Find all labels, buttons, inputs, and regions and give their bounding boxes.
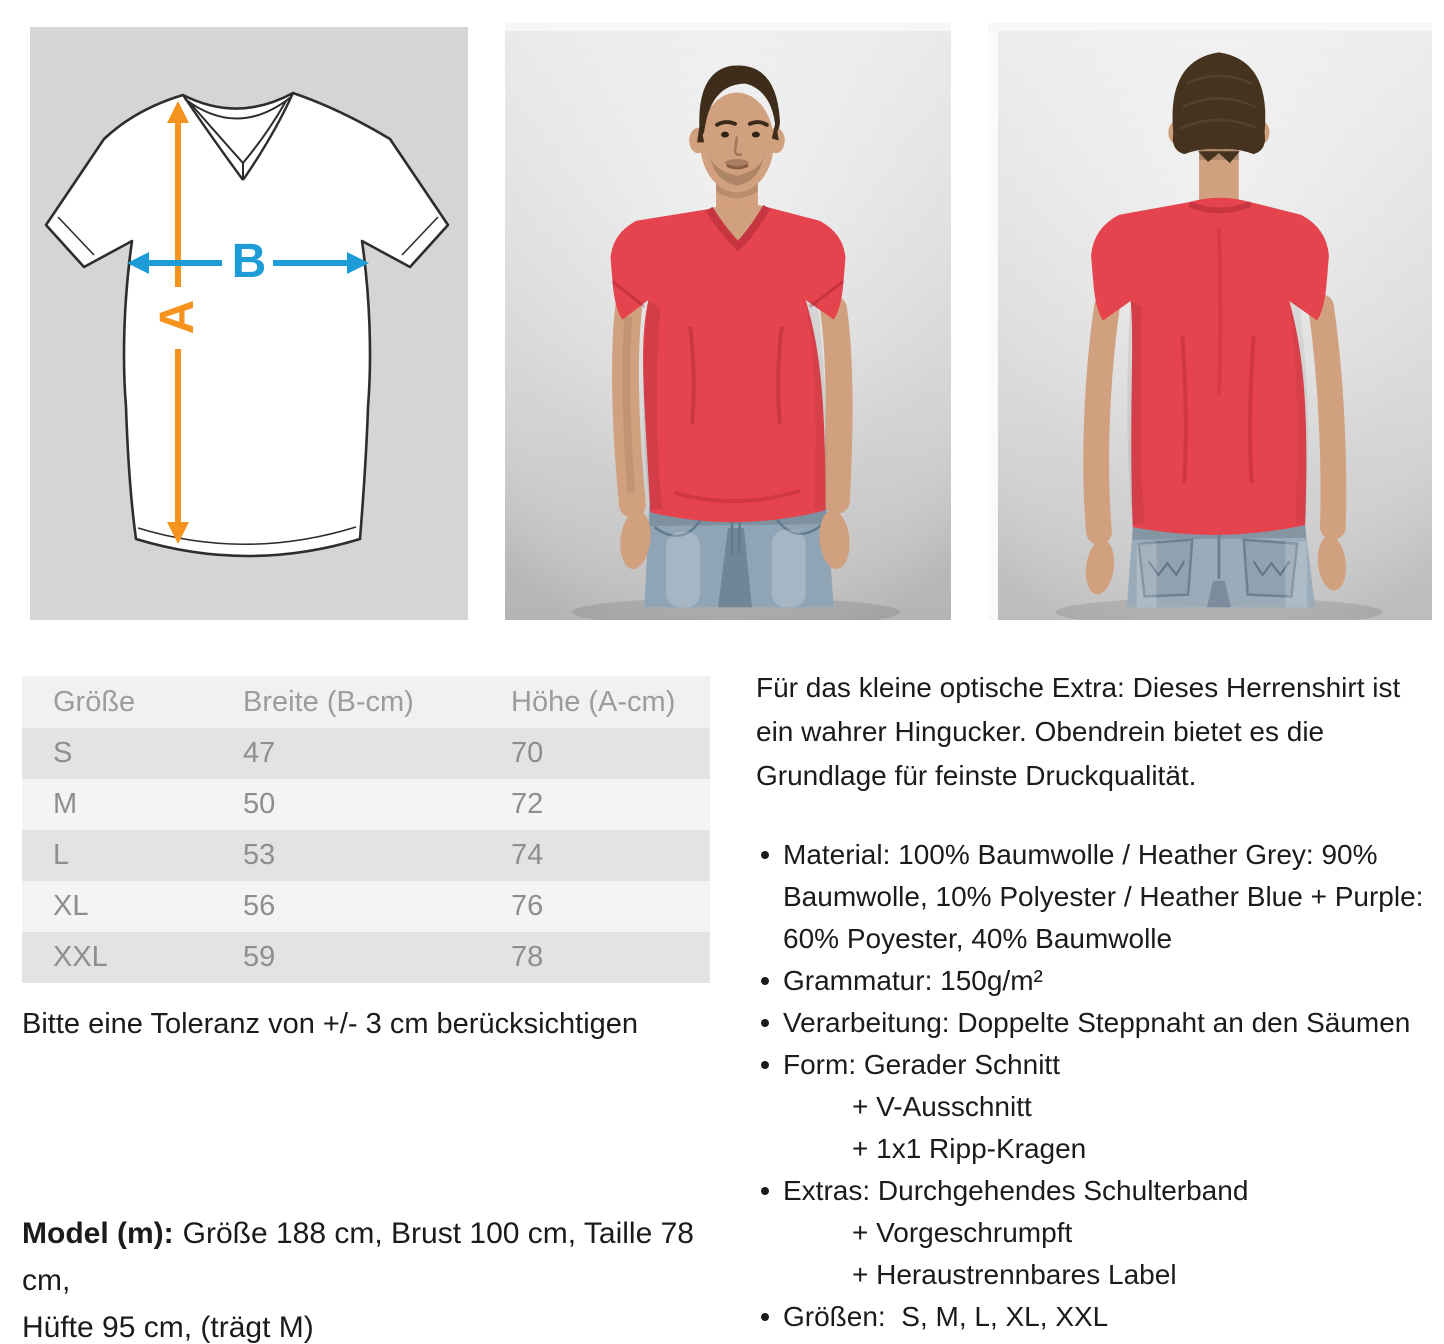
- bullet-text: Größen: S, M, L, XL, XXL: [783, 1301, 1109, 1332]
- size-table-header-row: [22, 676, 710, 728]
- size-table-row: [22, 728, 710, 779]
- description-bullet: [756, 834, 1444, 960]
- description-bullet: [756, 1296, 1444, 1338]
- bullet-dot: [761, 1313, 769, 1321]
- tshirt-outline-drawing: [46, 93, 448, 556]
- bullet-text: Extras: Durchgehendes Schulterband: [783, 1175, 1249, 1206]
- size-table-row: [22, 830, 710, 881]
- model-measurements-line2: Hüfte 95 cm, (trägt M): [22, 1311, 314, 1344]
- description-bullet: [756, 960, 1444, 1002]
- model-measurements: [22, 1210, 742, 1344]
- size-table-cell: 72: [511, 788, 544, 820]
- size-table-cell: 74: [511, 839, 544, 871]
- tolerance-note: Bitte eine Toleranz von +/- 3 cm berücksichtigen: [22, 1008, 639, 1040]
- size-table-cell: 50: [243, 788, 276, 820]
- bullet-sub-items: + Vorgeschrumpft + Heraustrennbares Label: [852, 1217, 1177, 1290]
- jeans-back: [1127, 525, 1315, 607]
- size-table-cell: M: [53, 788, 78, 820]
- size-table-cell: 76: [511, 890, 544, 922]
- size-table-cell: L: [53, 839, 70, 871]
- column-header: Höhe (A-cm): [511, 685, 676, 718]
- description-bullet: [756, 1002, 1444, 1044]
- bullet-text: Verarbeitung: Doppelte Steppnaht an den Säumen: [783, 1007, 1411, 1038]
- bullet-text: Form: Gerader Schnitt: [783, 1049, 1060, 1080]
- size-table-row: [22, 881, 710, 932]
- width-measure-label: B: [231, 235, 267, 288]
- column-header: Breite (B-cm): [243, 685, 414, 718]
- size-table-cell: S: [53, 737, 73, 769]
- description-intro: Für das kleine optische Extra: Dieses Herrenshirt ist ein wahrer Hingucker. Obendrein bietet es die Grundlage für feinste Druckqualität.: [756, 672, 1401, 791]
- size-table-cell: XXL: [53, 941, 108, 973]
- size-table-cell: 78: [511, 941, 544, 973]
- model-front-illustration: [505, 23, 951, 620]
- size-table-cell: 70: [511, 737, 544, 769]
- bullet-text: Material: 100% Baumwolle / Heather Grey: 90% Baumwolle, 10% Polyester / Heather Blue + Purple: 60% Poyester, 40% Baumwolle: [783, 839, 1424, 954]
- size-table-row: [22, 932, 710, 983]
- description-bullet: [756, 1044, 1444, 1170]
- size-table-row: [22, 779, 710, 830]
- bullet-dot: [761, 1187, 769, 1195]
- description-bullet-list: [756, 834, 1444, 1338]
- description-bullet: [756, 1170, 1444, 1296]
- tshirt-measurement-diagram: [30, 27, 468, 620]
- size-table-cell: XL: [53, 890, 89, 922]
- size-table-cell: 53: [243, 839, 276, 871]
- bullet-dot: [761, 1061, 769, 1069]
- column-header: Größe: [53, 685, 136, 718]
- model-photo-front: [505, 23, 951, 620]
- product-description: [756, 666, 1444, 1338]
- height-measure-label: A: [151, 299, 204, 335]
- model-measurements-label: Model (m):: [22, 1217, 174, 1250]
- model-photo-back: [988, 23, 1432, 620]
- bullet-dot: [761, 1019, 769, 1027]
- bullet-dot: [761, 977, 769, 985]
- bullet-dot: [761, 851, 769, 859]
- size-table-cell: 59: [243, 941, 276, 973]
- model-measurements-line1: Größe 188 cm, Brust 100 cm, Taille 78 cm,: [22, 1217, 694, 1297]
- size-table-cell: 56: [243, 890, 276, 922]
- size-table-cell: 47: [243, 737, 276, 769]
- model-back-illustration: [988, 23, 1432, 620]
- size-diagram-panel: [30, 27, 468, 620]
- size-table-body: [22, 728, 710, 983]
- bullet-text: Grammatur: 150g/m²: [783, 965, 1043, 996]
- size-table: [22, 676, 710, 983]
- bullet-sub-items: + V-Ausschnitt + 1x1 Ripp-Kragen: [852, 1091, 1087, 1164]
